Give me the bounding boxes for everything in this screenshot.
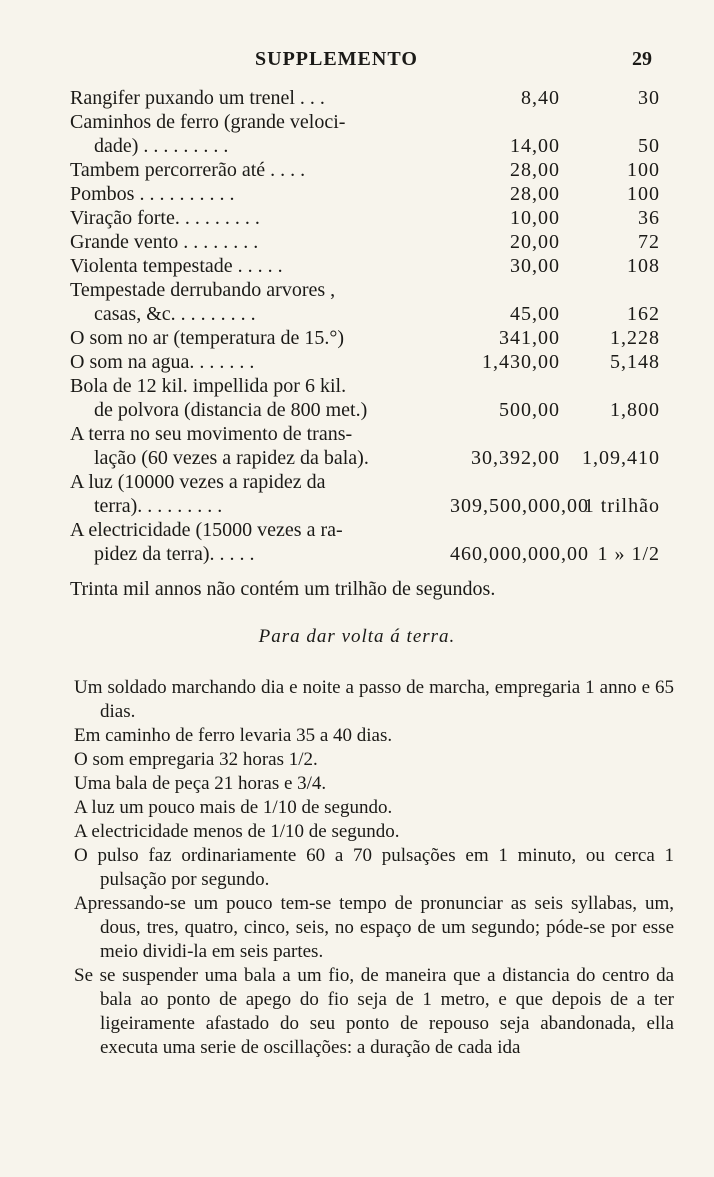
row-label: Caminhos de ferro (grande veloci- dade) . . . . . . . . .	[70, 111, 346, 157]
row-value-per-hour: 1,228	[610, 327, 660, 349]
row-label: Bola de 12 kil. impellida por 6 kil. de polvora (distancia de 800 met.)	[70, 375, 368, 421]
table-row	[70, 254, 670, 278]
table-row	[70, 518, 670, 566]
table-row	[70, 158, 670, 182]
row-value-per-second: 30,00	[510, 255, 560, 277]
running-head: SUPPLEMENTO	[255, 48, 418, 70]
row-value-per-second: 460,000,000,00	[450, 543, 589, 565]
row-value-per-second: 10,00	[510, 207, 560, 229]
row-value-per-hour: 72	[638, 231, 660, 253]
prose-body	[74, 676, 674, 1060]
row-value-per-second: 500,00	[499, 399, 560, 421]
table-row	[70, 206, 670, 230]
row-value-per-second: 341,00	[499, 327, 560, 349]
row-label: O som no ar (temperatura de 15.°)	[70, 327, 345, 349]
row-value-per-second: 45,00	[510, 303, 560, 325]
row-value-per-hour: 100	[627, 183, 660, 205]
row-value-per-hour: 162	[627, 303, 660, 325]
row-label: A luz (10000 vezes a rapidez da terra). . . . . . . . .	[70, 471, 326, 517]
table-row	[70, 350, 670, 374]
page-header	[0, 48, 714, 76]
table-row	[70, 470, 670, 518]
row-value-per-hour: 1 trilhão	[583, 495, 660, 517]
table-row	[70, 422, 670, 470]
row-label: A electricidade (15000 vezes a ra- pidez da terra). . . . .	[70, 519, 343, 565]
row-value-per-hour: 100	[627, 159, 660, 181]
table-row	[70, 182, 670, 206]
section-title: Para dar volta á terra.	[258, 626, 456, 647]
closing-line: Trinta mil annos não contém um trilhão de segundos.	[70, 578, 496, 600]
table-row	[70, 374, 670, 422]
speed-table	[70, 86, 670, 566]
row-value-per-hour: 108	[627, 255, 660, 277]
row-value-per-second: 30,392,00	[471, 447, 560, 469]
paragraph: Um soldado marchando dia e noite a passo de marcha, empregaria 1 anno e 65 dias.	[74, 677, 674, 722]
paragraph: Apressando-se um pouco tem-se tempo de pronunciar as seis syllabas, um, dous, tres, quatro, cinco, seis, no espaço de um segundo; póde-se por esse meio dividi-la em seis partes.	[74, 893, 674, 962]
row-value-per-second: 14,00	[510, 135, 560, 157]
row-label: Tempestade derrubando arvores , casas, &c. . . . . . . . .	[70, 279, 336, 325]
paragraph: Uma bala de peça 21 horas e 3/4.	[74, 773, 327, 794]
table-row	[70, 230, 670, 254]
row-label: A terra no seu movimento de trans- lação (60 vezes a rapidez da bala).	[70, 423, 369, 469]
row-value-per-hour: 1 » 1/2	[597, 543, 660, 565]
paragraph: O pulso faz ordinariamente 60 a 70 pulsações em 1 minuto, ou cerca 1 pulsação por segundo.	[74, 845, 674, 890]
row-label: Rangifer puxando um trenel . . .	[70, 87, 325, 109]
row-value-per-hour: 30	[638, 87, 660, 109]
row-value-per-hour: 1,09,410	[582, 447, 660, 469]
table-row	[70, 326, 670, 350]
row-value-per-second: 8,40	[521, 87, 560, 109]
row-value-per-second: 20,00	[510, 231, 560, 253]
table-row	[70, 110, 670, 158]
row-label: Grande vento . . . . . . . .	[70, 231, 259, 253]
row-value-per-hour: 5,148	[610, 351, 660, 373]
row-value-per-hour: 1,800	[610, 399, 660, 421]
paragraph: A luz um pouco mais de 1/10 de segundo.	[74, 797, 393, 818]
row-value-per-second: 309,500,000,00	[450, 495, 589, 517]
row-label: Viração forte. . . . . . . . .	[70, 207, 260, 229]
table-row	[70, 86, 670, 110]
row-label: Tambem percorrerão até . . . .	[70, 159, 306, 181]
row-value-per-hour: 36	[638, 207, 660, 229]
row-label: Violenta tempestade . . . . .	[70, 255, 283, 277]
row-label: Pombos . . . . . . . . . .	[70, 183, 235, 205]
row-value-per-second: 28,00	[510, 159, 560, 181]
paragraph: A electricidade menos de 1/10 de segundo.	[74, 821, 400, 842]
paragraph: Em caminho de ferro levaria 35 a 40 dias.	[74, 725, 393, 746]
paragraph: O som empregaria 32 horas 1/2.	[74, 749, 318, 770]
paragraph: Se se suspender uma bala a um fio, de maneira que a distancia do centro da bala ao ponto de apego do fio seja de 1 metro, e que depois de a ter ligeiramente afastado do seu ponto de repouso seja abandonada, ella executa uma serie de oscillações: a duração de cada ida	[74, 965, 674, 1058]
row-label: O som na agua. . . . . . .	[70, 351, 255, 373]
row-value-per-hour: 50	[638, 135, 660, 157]
row-value-per-second: 1,430,00	[482, 351, 560, 373]
page-number: 29	[632, 48, 652, 70]
table-row	[70, 278, 670, 326]
row-value-per-second: 28,00	[510, 183, 560, 205]
